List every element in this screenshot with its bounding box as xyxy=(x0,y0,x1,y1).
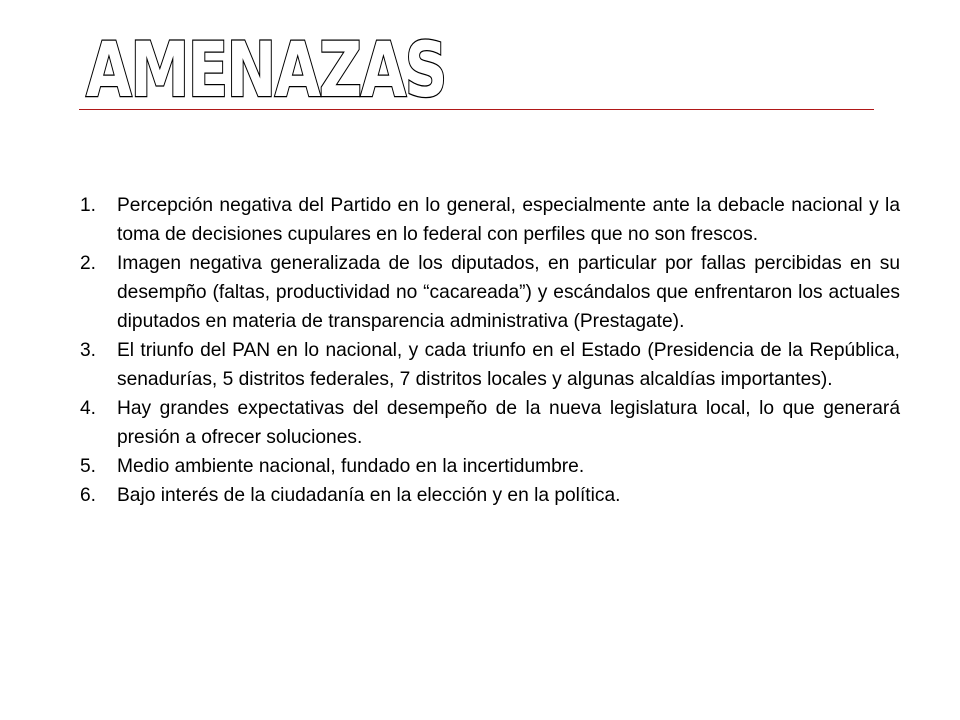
threat-item-6 xyxy=(80,481,900,510)
threat-text: Hay grandes expectativas del desempeño de la nueva legislatura local, lo que generará presión a ofrecer soluciones. xyxy=(117,398,900,448)
threat-text: El triunfo del PAN en lo nacional, y cada triunfo en el Estado (Presidencia de la República, senadurías, 5 distritos federales, 7 distritos locales y algunas alcaldías importantes). xyxy=(117,340,900,390)
threat-text: Bajo interés de la ciudadanía en la elección y en la política. xyxy=(117,485,621,506)
threat-item-5 xyxy=(80,452,900,481)
threat-number: 2. xyxy=(80,253,97,274)
threat-text: Percepción negativa del Partido en lo general, especialmente ante la debacle nacional y la toma de decisiones cupulares en lo federal con perfiles que no son frescos. xyxy=(117,195,900,245)
threat-item-1 xyxy=(80,191,900,249)
threat-number: 3. xyxy=(80,340,97,361)
slide-title: AMENAZAS xyxy=(86,25,446,114)
threat-list xyxy=(80,191,900,510)
threat-number: 6. xyxy=(80,485,97,506)
threat-number: 5. xyxy=(80,456,97,477)
threat-item-4 xyxy=(80,394,900,452)
title-underline-rule xyxy=(79,109,874,110)
threat-number: 4. xyxy=(80,398,97,419)
threat-text: Medio ambiente nacional, fundado en la incertidumbre. xyxy=(117,456,585,477)
threat-item-2 xyxy=(80,249,900,336)
threat-text: Imagen negativa generalizada de los diputados, en particular por fallas percibidas en su desempño (faltas, productividad no “cacareada”) y escándalos que enfrentaron los actuales diputados en materia de transparencia administrativa (Prestagate). xyxy=(117,253,900,332)
threat-number: 1. xyxy=(80,195,97,216)
threat-item-3 xyxy=(80,336,900,394)
